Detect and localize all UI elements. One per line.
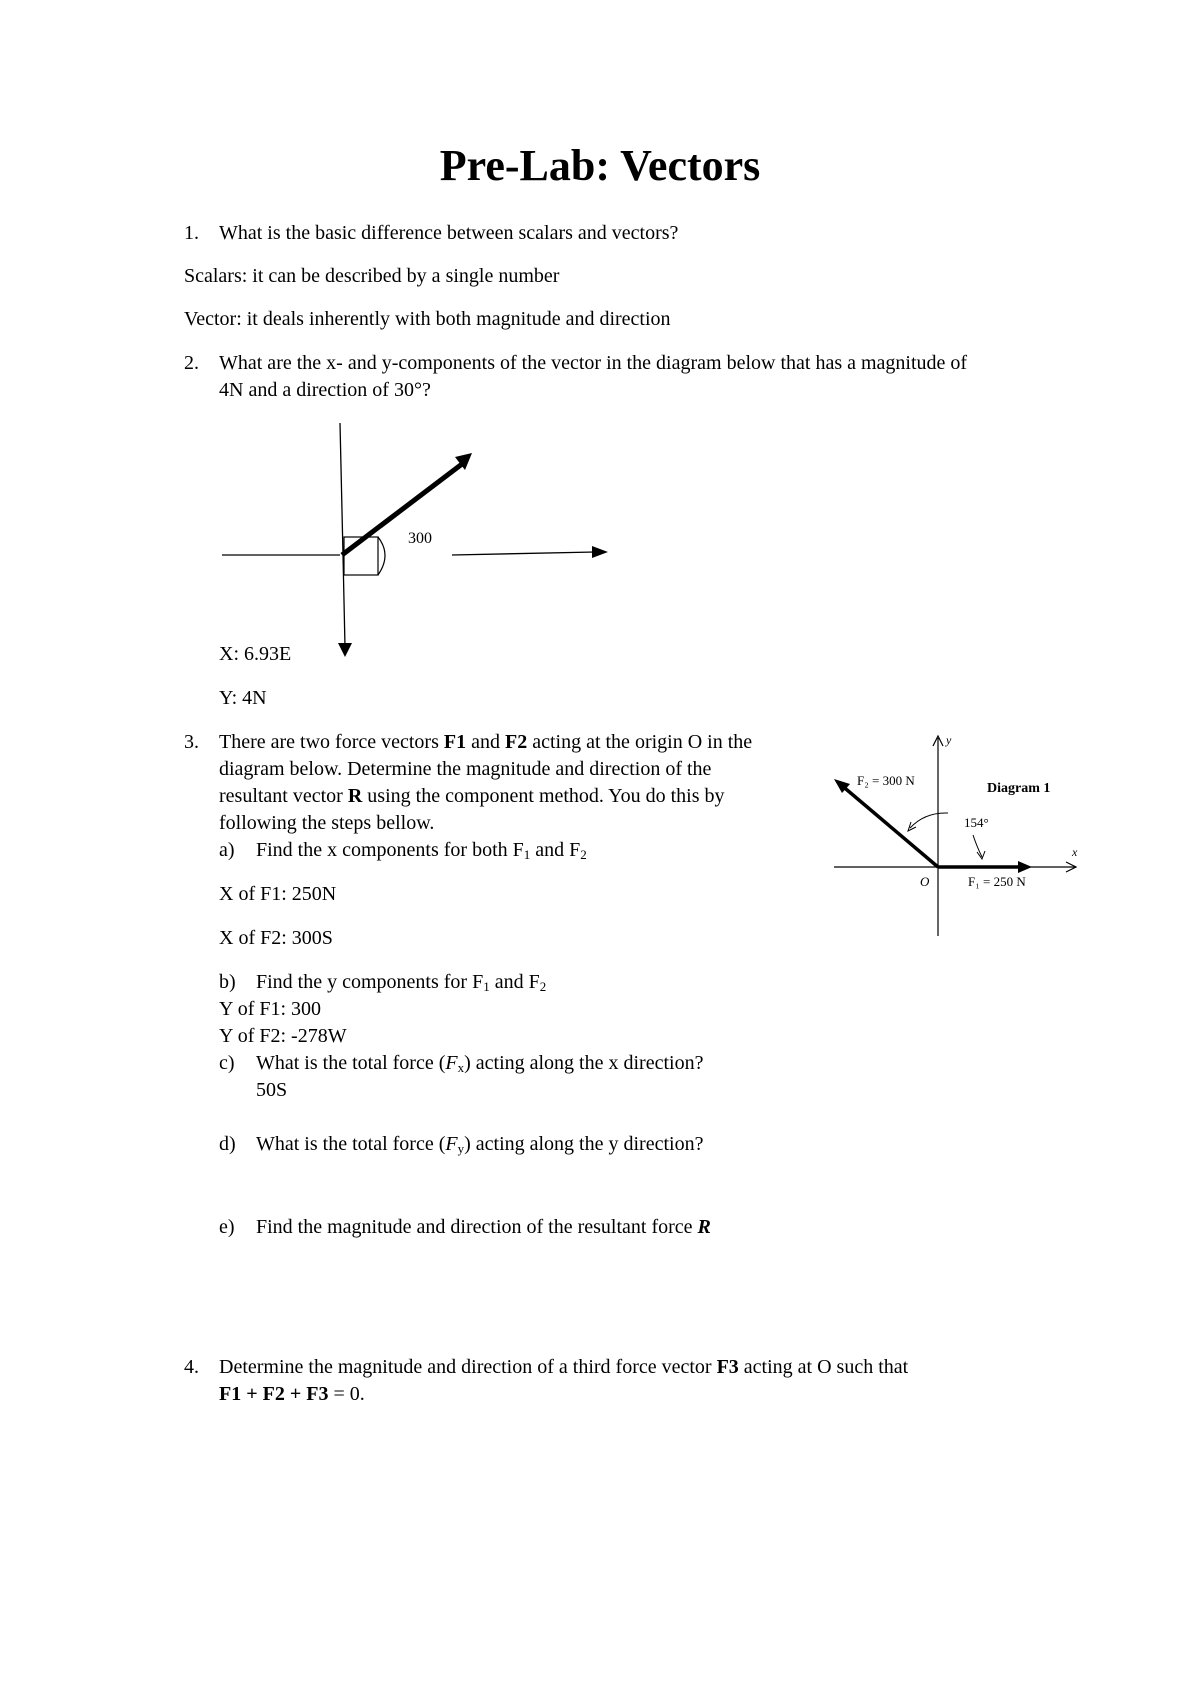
q2-number: 2. bbox=[184, 352, 199, 374]
f1-label: F₁ = 250 N bbox=[968, 874, 1026, 889]
q4-line2: F1 + F2 + F3 = 0. bbox=[219, 1383, 365, 1405]
f1-arrowhead-icon bbox=[1018, 861, 1032, 873]
f2-vector bbox=[840, 784, 938, 867]
q3e-letter: e) bbox=[219, 1216, 235, 1238]
q3-number: 3. bbox=[184, 731, 199, 753]
q3c-text: What is the total force $(F_x)$ acting along the x direction? bbox=[256, 1052, 704, 1075]
q2-answer-y: Y: 4N bbox=[219, 687, 267, 709]
q2-question-line2: 4N and a direction of 30°? bbox=[219, 379, 431, 401]
diagram-origin-label: O bbox=[920, 874, 930, 889]
diagram-title: Diagram 1 bbox=[987, 781, 1051, 796]
vector-arrow-shaft bbox=[342, 464, 462, 555]
down-arrow-icon bbox=[338, 643, 352, 657]
q3-y-f2: Y of F2: -278W bbox=[219, 1025, 347, 1047]
q3c-answer: 50S bbox=[256, 1079, 288, 1101]
q3a-letter: a) bbox=[219, 839, 235, 861]
q1-question: What is the basic difference between scalars and vectors? bbox=[219, 222, 679, 244]
angle-pointer bbox=[973, 835, 982, 857]
q3a-text: Find the x components for both $F_1$ and $F_2$ bbox=[256, 839, 587, 862]
q3c-letter: c) bbox=[219, 1052, 235, 1074]
q3e-text: Find the magnitude and direction of the resultant force R bbox=[256, 1216, 711, 1238]
x-axis-right bbox=[452, 552, 595, 555]
diagram-angle-label: 154° bbox=[964, 815, 989, 830]
angle-arc bbox=[378, 537, 385, 575]
q3-line4: following the steps bellow. bbox=[219, 812, 435, 834]
angle-arc-154 bbox=[910, 813, 948, 828]
force-diagram bbox=[820, 730, 1090, 940]
q3-x-f1: X of F1: 250N bbox=[219, 883, 337, 905]
f2-label: F₂ = 300 N bbox=[857, 773, 915, 788]
q3d-text: What is the total force $(F_y)$ acting along the y direction? bbox=[256, 1133, 704, 1156]
q3b-letter: b) bbox=[219, 971, 236, 993]
angle-label: 300 bbox=[408, 530, 432, 547]
q3-line1: There are two force vectors F1 and F2 acting at the origin O in the bbox=[219, 731, 753, 753]
y-axis-up bbox=[340, 423, 343, 555]
q3-x-f2: X of F2: 300S bbox=[219, 927, 333, 949]
q2-question-line1: What are the x- and y-components of the vector in the diagram below that has a magnitude of bbox=[219, 352, 968, 374]
q1-answer-vector: Vector: it deals inherently with both magnitude and direction bbox=[184, 308, 671, 330]
page-title: Pre-Lab: Vectors bbox=[439, 141, 761, 190]
q3d-letter: d) bbox=[219, 1133, 236, 1155]
vector-diagram bbox=[200, 415, 640, 665]
q3-line2: diagram below. Determine the magnitude and direction of the bbox=[219, 758, 712, 780]
q3b-text: Find the y components for $F_1$ and $F_2$ bbox=[256, 971, 547, 994]
right-arrow-icon bbox=[592, 546, 608, 558]
diagram-y-label: y bbox=[946, 733, 952, 747]
q2-answer-x: X: 6.93E bbox=[219, 643, 292, 665]
q3-y-f1: Y of F1: 300 bbox=[219, 998, 322, 1020]
q1-answer-scalars: Scalars: it can be described by a single number bbox=[184, 265, 560, 287]
q4-number: 4. bbox=[184, 1356, 199, 1378]
diagram-x-label: x bbox=[1072, 845, 1078, 859]
q1-number: 1. bbox=[184, 222, 199, 244]
q4-line1: Determine the magnitude and direction of a third force vector F3 acting at O such that bbox=[219, 1356, 909, 1378]
q3-line3: resultant vector R using the component method. You do this by bbox=[219, 785, 725, 807]
